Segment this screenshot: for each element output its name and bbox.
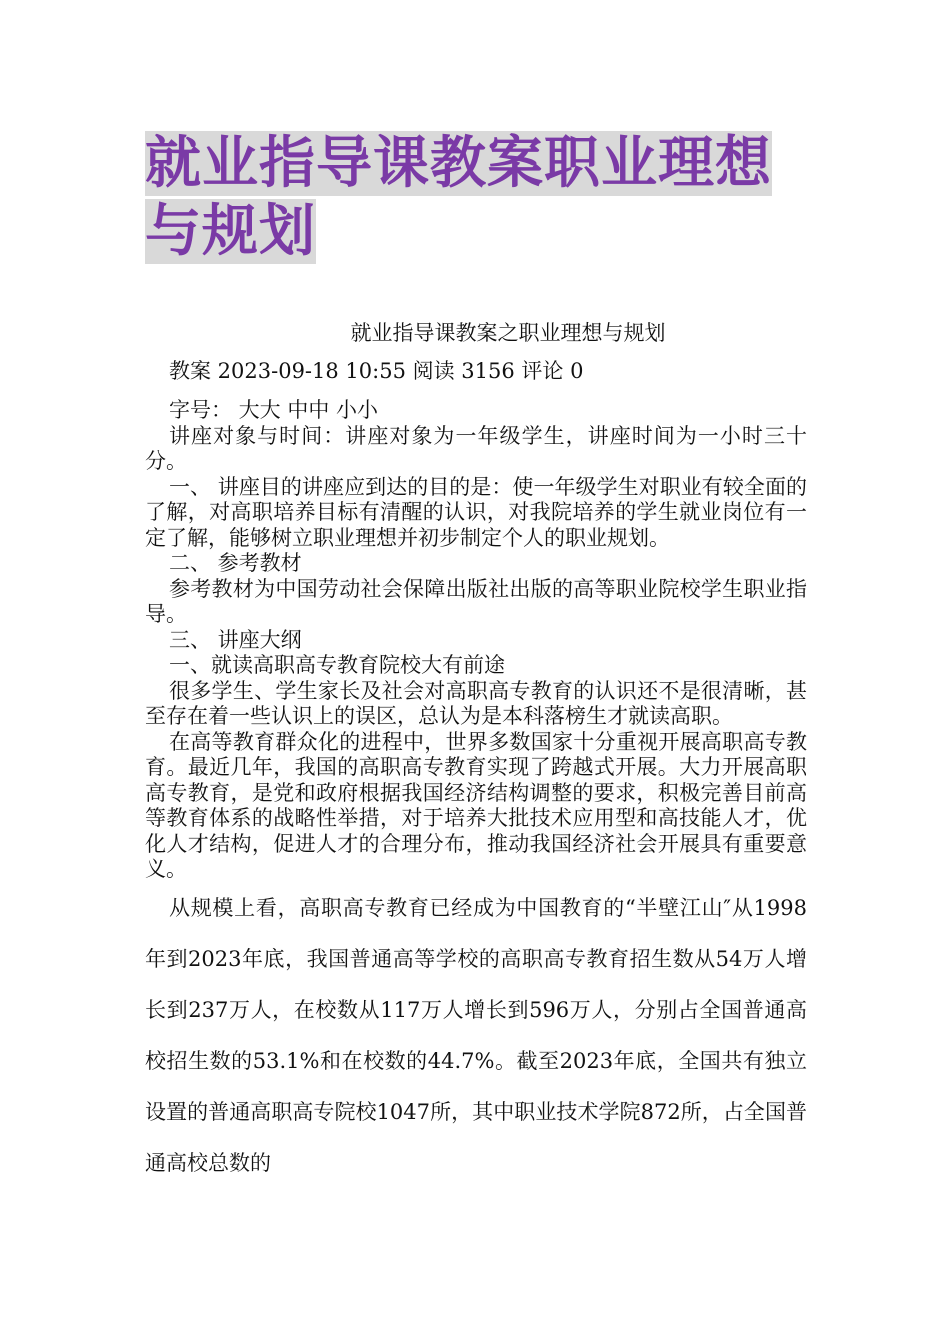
- paragraph: 二、 参考教材: [169, 551, 302, 575]
- paragraph: 一、 讲座目的讲座应到达的目的是：使一年级学生对职业有较全面的了解，对高职培养目标有清醒的认识，对我院培养的学生就业岗位有一定了解，能够树立职业理想并初步制定个人的职业规划。: [145, 474, 807, 550]
- paragraph: 在高等教育群众化的进程中，世界多数国家十分重视开展高职高专教育。最近几年，我国的高职高专教育实现了跨越式开展。大力开展高职高专教育，是党和政府根据我国经济结构调整的要求，积极完善目前高等教育体系的战略性举措，对于培养大批技术应用型和高技能人才，优化人才结构，促进人才的合理分布，推动我国经济社会开展具有重要意义。: [145, 729, 807, 881]
- paragraph: 一、就读高职高专教育院校大有前途: [169, 653, 505, 677]
- paragraph: 很多学生、学生家长及社会对高职高专教育的认识还不是很清晰，甚至存在着一些认识上的误区，总认为是本科落榜生才就读高职。: [145, 678, 807, 728]
- document-title-text: 就业指导课教案职业理想与规划: [145, 131, 772, 264]
- document-page: [145, 0, 807, 1189]
- article-meta: 教案 2023-09-18 10:55 阅读 3156 评论 0: [169, 359, 584, 383]
- paragraph: 参考教材为中国劳动社会保障出版社出版的高等职业院校学生职业指导。: [145, 576, 807, 626]
- paragraph-statistics: 从规模上看，高职高专教育已经成为中国教育的“半壁江山″从1998年到2023年底，我国普通高等学校的高职高专教育招生数从54万人增长到237万人，在校数从117万人增长到596万人，分别占全国普通高校招生数的53.1%和在校数的44.7%。截至2023年底，全国共有独立设置的普通高职高专院校1047所，其中职业技术学院872所，占全国普通高校总数的: [145, 895, 807, 1175]
- font-size-line: 字号： 大大 中中 小小: [169, 398, 379, 422]
- paragraph: 三、 讲座大纲: [169, 627, 302, 652]
- paragraph: 讲座对象与时间：讲座对象为一年级学生，讲座时间为一小时三十分。: [145, 423, 807, 473]
- document-subtitle: 就业指导课教案之职业理想与规划: [350, 321, 666, 345]
- document-title: [145, 130, 807, 266]
